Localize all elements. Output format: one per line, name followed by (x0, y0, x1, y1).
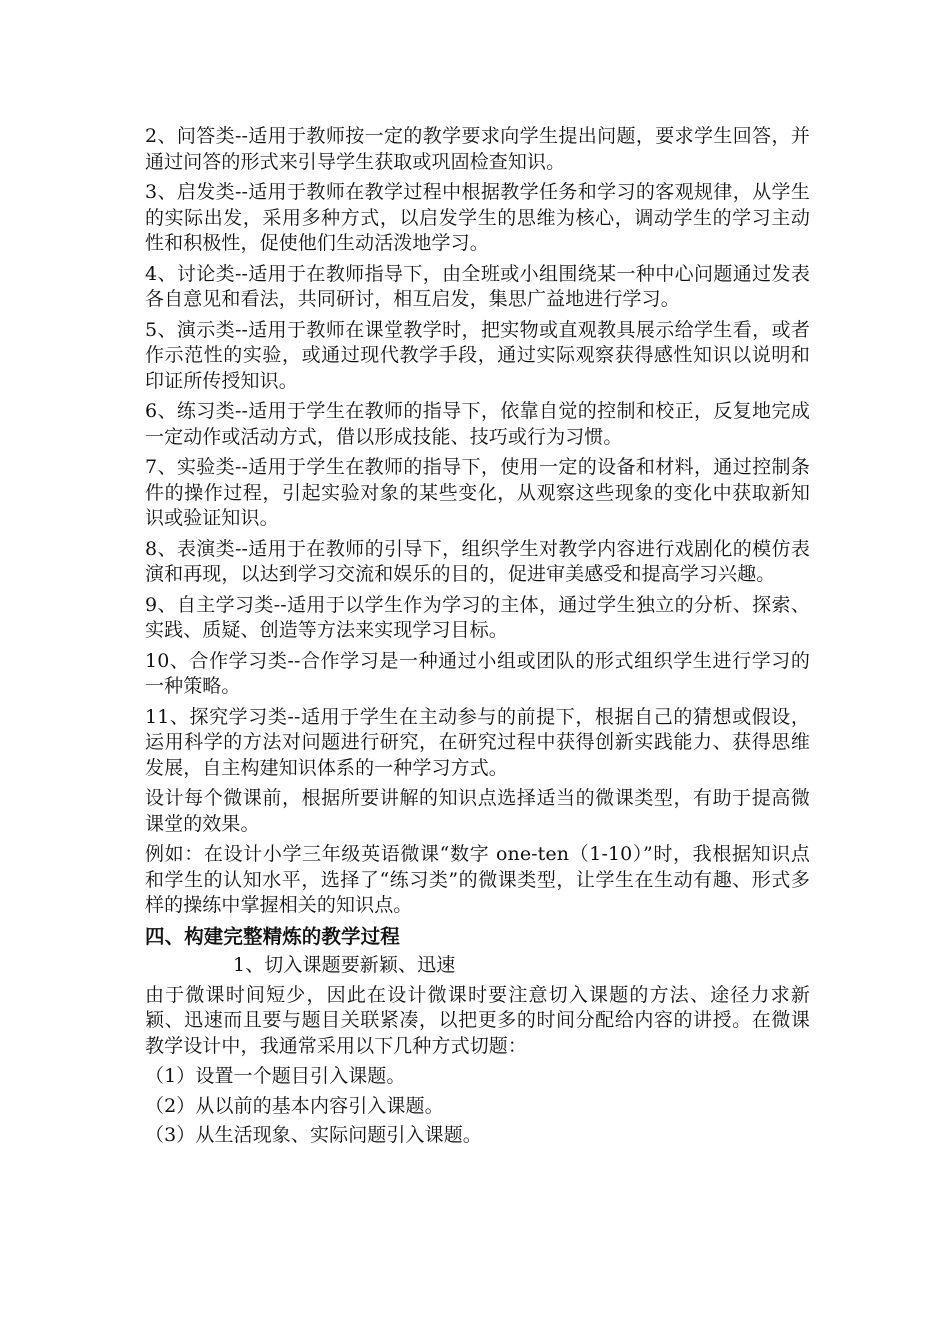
subsection-heading: 1、切入课题要新颖、迅速 (233, 954, 456, 976)
paragraph-demonstration-type: 5、演示类--适用于教师在课堂教学时，把实物或直观教具展示给学生看，或者作示范性的实验，或通过现代教学手段，通过实际观察获得感性知识以说明和印证所传授知识。 (145, 318, 810, 392)
method-item-2: （2）从以前的基本内容引入课题。 (145, 1094, 444, 1117)
method-item-1: （1）设置一个题目引入课题。 (145, 1065, 406, 1087)
paragraph-experiment-type: 7、实验类--适用于学生在教师的指导下，使用一定的设备和材料，通过控制条件的操作过程，引起实验对象的某些变化，从观察这些现象的变化中获取新知识或验证知识。 (145, 456, 810, 529)
paragraph-example: 例如：在设计小学三年级英语微课“数字 one-ten（1-10）”时，我根据知识点和学生的认知水平，选择了“练习类”的微课类型，让学生在生动有趣、形式多样的操练中掌握相关的知识点。 (145, 843, 810, 916)
paragraph-inquiry-type: 11、探究学习类--适用于学生在主动参与的前提下，根据自己的猜想或假设，运用科学的方法对问题进行研究，在研究过程中获得创新实践能力、获得思维发展，自主构建知识体系的一种学习方式。 (145, 705, 810, 779)
paragraph-design-note: 设计每个微课前，根据所要讲解的知识点选择适当的微课类型，有助于提高微课堂的效果。 (145, 787, 810, 835)
section-heading: 四、构建完整精炼的教学过程 (145, 924, 400, 948)
paragraph-heuristic-type: 3、启发类--适用于教师在教学过程中根据教学任务和学习的客观规律，从学生的实际出发，采用多种方式，以启发学生的思维为核心，调动学生的学习主动性和积极性，促使他们生动活泼地学习。 (145, 181, 810, 254)
paragraph-cooperative-type: 10、合作学习类--合作学习是一种通过小组或团队的形式组织学生进行学习的一种策略。 (145, 649, 810, 697)
paragraph-discussion-type: 4、讨论类--适用于在教师指导下，由全班或小组围绕某一种中心问题通过发表各自意见和看法，共同研讨，相互启发，集思广益地进行学习。 (145, 262, 810, 310)
paragraph-self-study-type: 9、自主学习类--适用于以学生作为学习的主体，通过学生独立的分析、探索、实践、质疑、创造等方法来实现学习目标。 (145, 593, 810, 641)
paragraph-practice-type: 6、练习类--适用于学生在教师的指导下，依靠自觉的控制和校正，反复地完成一定动作或活动方式，借以形成技能、技巧或行为习惯。 (145, 400, 810, 448)
method-item-3: （3）从生活现象、实际问题引入课题。 (145, 1124, 482, 1146)
paragraph-question-answer-type: 2、问答类--适用于教师按一定的教学要求向学生提出问题，要求学生回答，并通过问答的形式来引导学生获取或巩固检查知识。 (145, 125, 810, 173)
paragraph-intro: 由于微课时间短少，因此在设计微课时要注意切入课题的方法、途径力求新颖、迅速而且要与题目关联紧凑，以把更多的时间分配给内容的讲授。在微课教学设计中，我通常采用以下几种方式切题： (145, 983, 810, 1057)
paragraph-performance-type: 8、表演类--适用于在教师的引导下，组织学生对教学内容进行戏剧化的模仿表演和再现，以达到学习交流和娱乐的目的，促进审美感受和提高学习兴趣。 (145, 537, 810, 585)
document-page (145, 124, 810, 1153)
